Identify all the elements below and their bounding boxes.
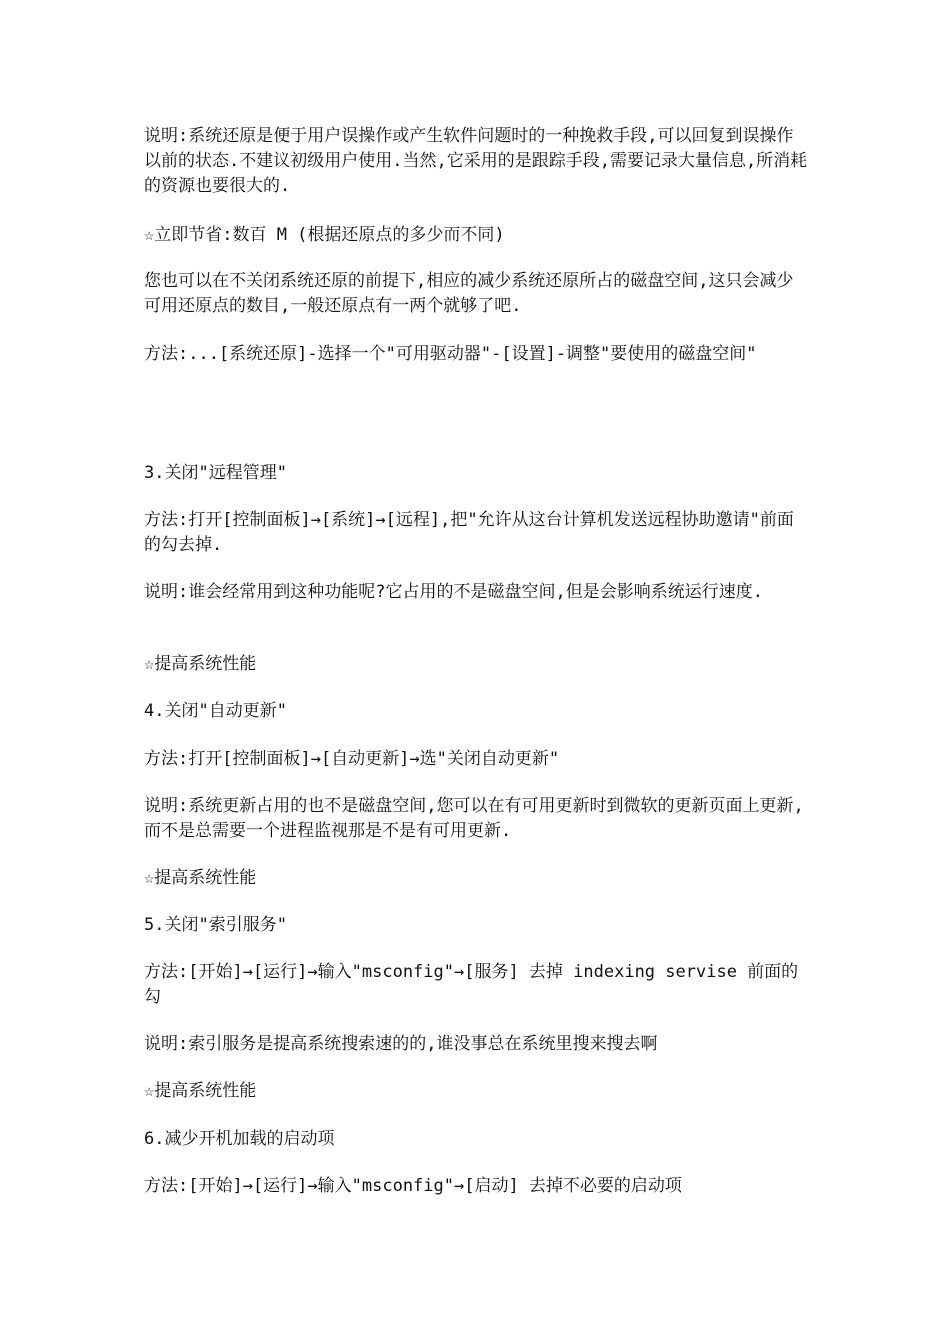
- auto-update-method: 方法:打开[控制面板]→[自动更新]→选"关闭自动更新": [144, 749, 560, 769]
- benefit-performance-3: ☆提高系统性能: [144, 1081, 257, 1101]
- benefit-performance-1: ☆提高系统性能: [144, 654, 257, 674]
- section-4-heading: 4.关闭"自动更新": [144, 701, 287, 721]
- startup-items-method: 方法:[开始]→[运行]→输入"msconfig"→[启动] 去掉不必要的启动项: [144, 1176, 682, 1196]
- indexing-service-description: 说明:索引服务是提高系统搜索速的的,谁没事总在系统里搜来搜去啊: [144, 1034, 658, 1054]
- reduce-restore-space-note: 您也可以在不关闭系统还原的前提下,相应的减少系统还原所占的磁盘空间,这只会减少可用还原点的数目,一般还原点有一两个就够了吧.: [144, 271, 794, 316]
- indexing-service-method: 方法:[开始]→[运行]→输入"msconfig"→[服务] 去掉 indexing servise 前面的勾: [144, 962, 799, 1007]
- auto-update-description: 说明:系统更新占用的也不是磁盘空间,您可以在有可用更新时到微软的更新页面上更新,而不是总需要一个进程监视那是不是有可用更新.: [144, 796, 804, 841]
- section-6-heading: 6.减少开机加载的启动项: [144, 1129, 335, 1149]
- section-3-heading: 3.关闭"远程管理": [144, 463, 287, 483]
- system-restore-method: 方法:...[系统还原]-选择一个"可用驱动器"-[设置]-调整"要使用的磁盘空间": [144, 344, 757, 364]
- section-5-heading: 5.关闭"索引服务": [144, 915, 287, 935]
- system-restore-description: 说明:系统还原是便于用户误操作或产生软件问题时的一种挽救手段,可以回复到误操作以前的状态.不建议初级用户使用.当然,它采用的是跟踪手段,需要记录大量信息,所消耗的资源也要很大的.: [144, 126, 808, 196]
- remote-management-description: 说明:谁会经常用到这种功能呢?它占用的不是磁盘空间,但是会影响系统运行速度.: [144, 582, 763, 602]
- remote-management-method: 方法:打开[控制面板]→[系统]→[远程],把"允许从这台计算机发送远程协助邀请"前面的勾去掉.: [144, 510, 794, 555]
- system-restore-savings: ☆立即节省:数百 M (根据还原点的多少而不同): [144, 225, 505, 245]
- benefit-performance-2: ☆提高系统性能: [144, 868, 257, 888]
